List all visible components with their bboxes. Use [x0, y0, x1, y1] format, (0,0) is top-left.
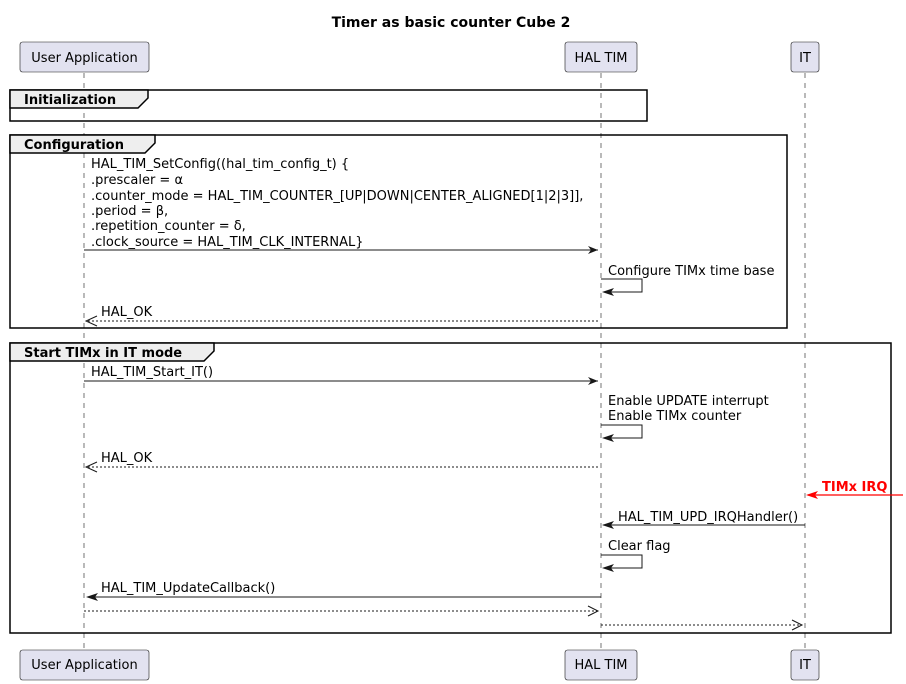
message-clear-flag [601, 539, 671, 572]
message-label: HAL_TIM_UPD_IRQHandler() [618, 510, 799, 525]
group-label: Configuration [24, 138, 124, 153]
message-label: HAL_OK [101, 305, 153, 320]
participant-hal-tim-top [565, 42, 637, 72]
message-label-line: Enable UPDATE interrupt [608, 394, 769, 409]
message-set-config [84, 157, 598, 254]
message-configure-time-base [601, 264, 774, 296]
message-enable-interrupt-counter [601, 394, 769, 442]
message-label-line: HAL_TIM_SetConfig((hal_tim_config_t) { [91, 157, 350, 172]
participant-label: User Application [31, 658, 138, 673]
participant-user-application-bottom [20, 650, 149, 680]
group-initialization [10, 90, 647, 121]
message-label-line: .clock_source = HAL_TIM_CLK_INTERNAL} [91, 235, 364, 250]
message-start-it [84, 365, 598, 385]
message-hal-ok-2 [86, 451, 598, 472]
message-label-line: .counter_mode = HAL_TIM_COUNTER_[UP|DOWN|CENTER_ALIGNED[1|2|3]], [91, 189, 584, 204]
participant-hal-tim-bottom [565, 650, 637, 680]
participant-label: User Application [31, 51, 138, 66]
message-label: Configure TIMx time base [608, 264, 775, 279]
participant-it-top [791, 42, 819, 72]
message-label-line: .period = β, [91, 204, 169, 219]
participant-label: IT [799, 51, 811, 66]
message-label-line: .repetition_counter = δ, [91, 219, 246, 234]
participant-user-application-top [20, 42, 149, 72]
message-label-line: Enable TIMx counter [608, 409, 742, 424]
message-label: Clear flag [608, 539, 671, 554]
diagram-title: Timer as basic counter Cube 2 [331, 15, 571, 31]
participant-label: HAL TIM [574, 51, 628, 66]
message-label: HAL_TIM_UpdateCallback() [101, 581, 276, 596]
message-label-line: .prescaler = α [91, 173, 184, 188]
message-label: HAL_TIM_Start_IT() [91, 365, 214, 380]
participant-label: HAL TIM [574, 658, 628, 673]
message-label: TIMx IRQ [822, 480, 888, 495]
message-label: HAL_OK [101, 451, 153, 466]
message-timx-irq [806, 480, 903, 499]
message-return-to-it [601, 620, 802, 630]
message-update-callback [86, 581, 601, 601]
participant-label: IT [799, 658, 811, 673]
message-hal-ok-1 [86, 305, 598, 326]
message-upd-irq-handler [602, 510, 805, 529]
message-return-to-hal-tim [84, 606, 598, 616]
group-label: Start TIMx in IT mode [24, 346, 183, 361]
group-label: Initialization [24, 93, 117, 108]
participant-it-bottom [791, 650, 819, 680]
